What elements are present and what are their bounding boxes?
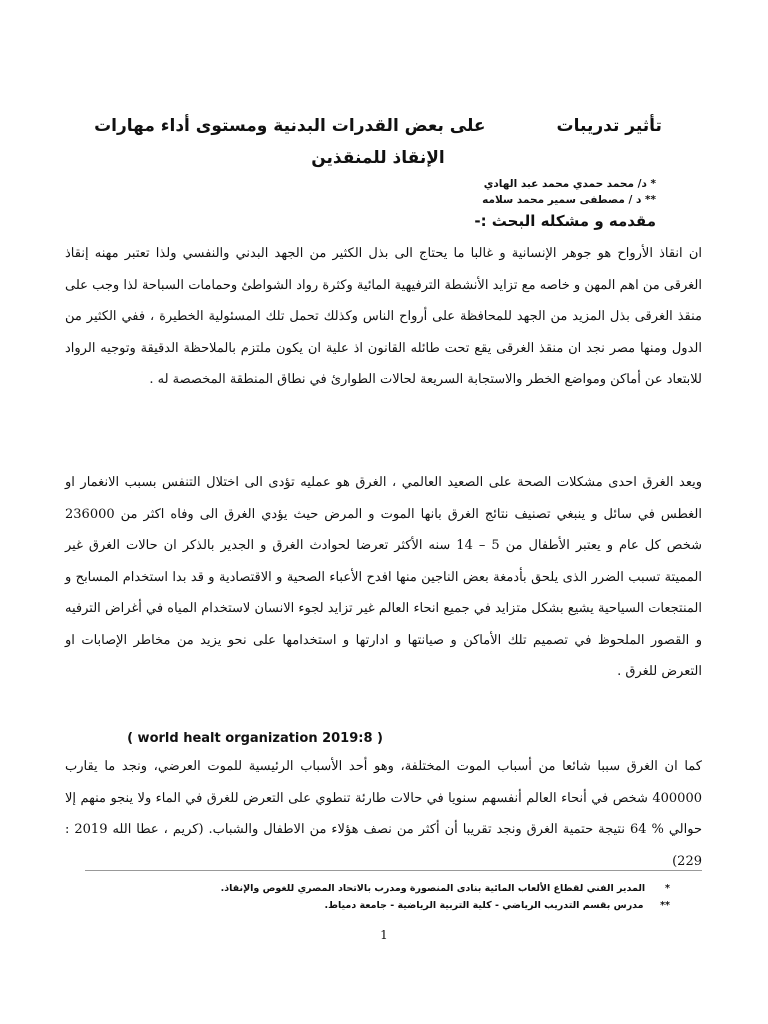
- paragraph-1: ان انقاذ الأرواح هو جوهر الإنسانية و غالبا ما يحتاج الى بذل الكثير من الجهد البدني والنفسي ولذا تعتبر مهنه إنقاذ الغرقى من اهم المهن و خاصه مع تزايد الأنشطة الترفيهية المائية وكثرة رواد الشواطئ وحمامات السباحة لذا وجب على منقذ الغرقى بذل المزيد من الجهد للمحافظة على أرواح الناس وكذلك تحمل تلك المسئولية الخطيرة ، ففي الكثير من الدول ومنها مصر نجد ان منقذ الغرقى يقع تحت طائله القانون اذ علية ان يكون ملتزم بالملاحظة الدقيقة وتوجيه الرواد للابتعاد عن أماكن ومواضع الخطر والاستجابة السريعة لحالات الطوارئ في نطاق المنطقة المخصصة له .: [65, 246, 702, 387]
- paper-title-line-1: تأثير تدريبات على بعض القدرات البدنية ومستوى أداء مهارات: [94, 116, 662, 136]
- page-number: 1: [380, 928, 388, 942]
- section-heading: مقدمه و مشكله البحث :-: [474, 212, 656, 230]
- footnote-divider: [85, 870, 702, 871]
- citation-who: ( world healt organization 2019:8 ): [127, 731, 383, 746]
- paragraph-3: كما ان الغرق سببا شائعا من أسباب الموت المختلفة، وهو أحد الأسباب الرئيسية للموت العرضي، ونجد ما يقارب 400000 شخص في أنحاء العالم أنفسهم سنويا في حالات طارئة تنطوي على التعرض للغرق في الماء ولا ينجو منهم إلا حوالي % 64 نتيجة حتمية الغرق ونجد تقريبا أن أكثر من نصف هؤلاء من الاطفال والشباب. (كريم ، عطا الله 2019 : 229): [65, 759, 702, 869]
- footnote-2: ** مدرس بقسم التدريب الرياضي - كلية التربية الرياضية - جامعة دمياط.: [324, 900, 670, 911]
- author-first: * د/ محمد حمدي محمد عبد الهادي: [483, 178, 656, 190]
- paragraph-2: ويعد الغرق احدى مشكلات الصحة على الصعيد العالمي ، الغرق هو عمليه تؤدى الى اختلال التنفس بسبب الانغمار او الغطس في سائل و ينبغي تصنيف نتائج الغرق بانها الموت و المرض حيث يؤدي الغرق الى وفاه اكثر من 236000 شخص كل عام و يعتبر الأطفال من 5 – 14 سنه الأكثر تعرضا لحوادث الغرق و الجدير بالذكر ان حالات الغرق غير المميتة تسبب الضرر الذى يلحق بأدمغة بعض الناجين منها افدح الأعباء الصحية و الاقتصادية و قد بدا استخدام المسابح و المنتجعات السياحية يشيع بشكل متزايد في جميع انحاء العالم غير تزايد لجوء الانسان لاستخدام المياه في أغراض الترفيه و القصور الملحوظ في تصميم تلك الأماكن و صيانتها و ادارتها و استخدامها على نحو يزيد من مخاطر الإصابات او التعرض للغرق .: [65, 475, 702, 679]
- paper-title-line-2: الإنقاذ للمنقذين: [311, 148, 445, 168]
- footnote-1: * المدير الفني لقطاع الألعاب المائية بنادى المنصورة ومدرب بالاتحاد المصري للغوص والإنقاذ.: [220, 883, 670, 894]
- author-second: ** د / مصطفى سمير محمد سلامه: [482, 194, 656, 206]
